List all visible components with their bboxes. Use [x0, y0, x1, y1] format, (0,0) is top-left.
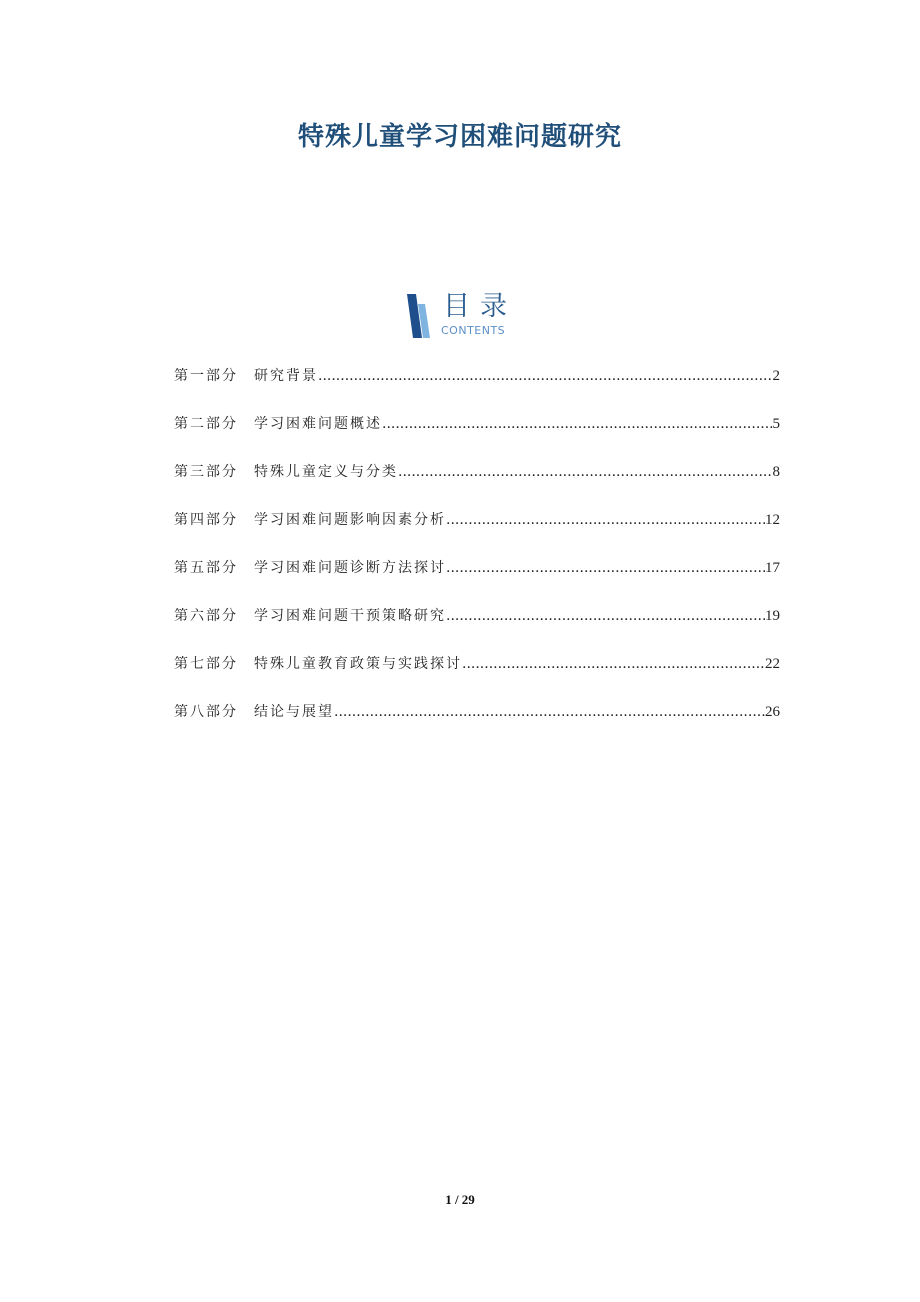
toc-entry-4[interactable]	[174, 510, 780, 558]
toc-entry-page: 22	[765, 656, 780, 672]
toc-entry-part: 第六部分	[174, 608, 238, 624]
toc-subtitle: CONTENTS	[441, 324, 506, 337]
toc-dot-leader	[382, 414, 773, 434]
toc-entry-page: 19	[765, 608, 780, 624]
toc-entry-5[interactable]	[174, 558, 780, 606]
table-of-contents	[174, 366, 780, 750]
toc-entry-part: 第三部分	[174, 464, 238, 480]
toc-entry-page: 5	[772, 416, 780, 432]
toc-dot-leader	[318, 366, 773, 386]
toc-dot-leader	[334, 702, 765, 722]
toc-entry-title: 特殊儿童定义与分类	[254, 464, 398, 480]
toc-entry-8[interactable]	[174, 702, 780, 750]
toc-entry-title: 学习困难问题诊断方法探讨	[254, 560, 446, 576]
page-number: 1 / 29	[445, 1192, 475, 1207]
toc-entry-3[interactable]	[174, 462, 780, 510]
toc-entry-title: 学习困难问题干预策略研究	[254, 608, 446, 624]
toc-entry-title: 结论与展望	[254, 704, 334, 720]
toc-entry-6[interactable]	[174, 606, 780, 654]
toc-dot-leader	[446, 558, 765, 578]
toc-dot-leader	[446, 606, 765, 626]
toc-dot-leader	[462, 654, 765, 674]
toc-entry-page: 17	[765, 560, 780, 576]
toc-entry-part: 第四部分	[174, 512, 238, 528]
toc-entry-part: 第一部分	[174, 368, 238, 384]
toc-entry-1[interactable]	[174, 366, 780, 414]
toc-dot-leader	[398, 462, 773, 482]
toc-entry-title: 学习困难问题概述	[254, 416, 382, 432]
toc-entry-page: 8	[772, 464, 780, 480]
toc-entry-page: 2	[772, 368, 780, 384]
toc-title: 目录	[443, 291, 517, 322]
toc-entry-title: 研究背景	[254, 368, 318, 384]
toc-entry-page: 26	[765, 704, 780, 720]
book-spine-icon	[405, 294, 431, 338]
toc-dot-leader	[446, 510, 765, 530]
toc-entry-2[interactable]	[174, 414, 780, 462]
toc-entry-page: 12	[765, 512, 780, 528]
toc-entry-part: 第五部分	[174, 560, 238, 576]
toc-entry-part: 第八部分	[174, 704, 238, 720]
toc-entry-title: 学习困难问题影响因素分析	[254, 512, 446, 528]
document-title: 特殊儿童学习困难问题研究	[297, 122, 622, 152]
toc-entry-part: 第二部分	[174, 416, 238, 432]
toc-entry-part: 第七部分	[174, 656, 238, 672]
toc-entry-7[interactable]	[174, 654, 780, 702]
toc-heading	[405, 292, 525, 340]
toc-entry-title: 特殊儿童教育政策与实践探讨	[254, 656, 462, 672]
